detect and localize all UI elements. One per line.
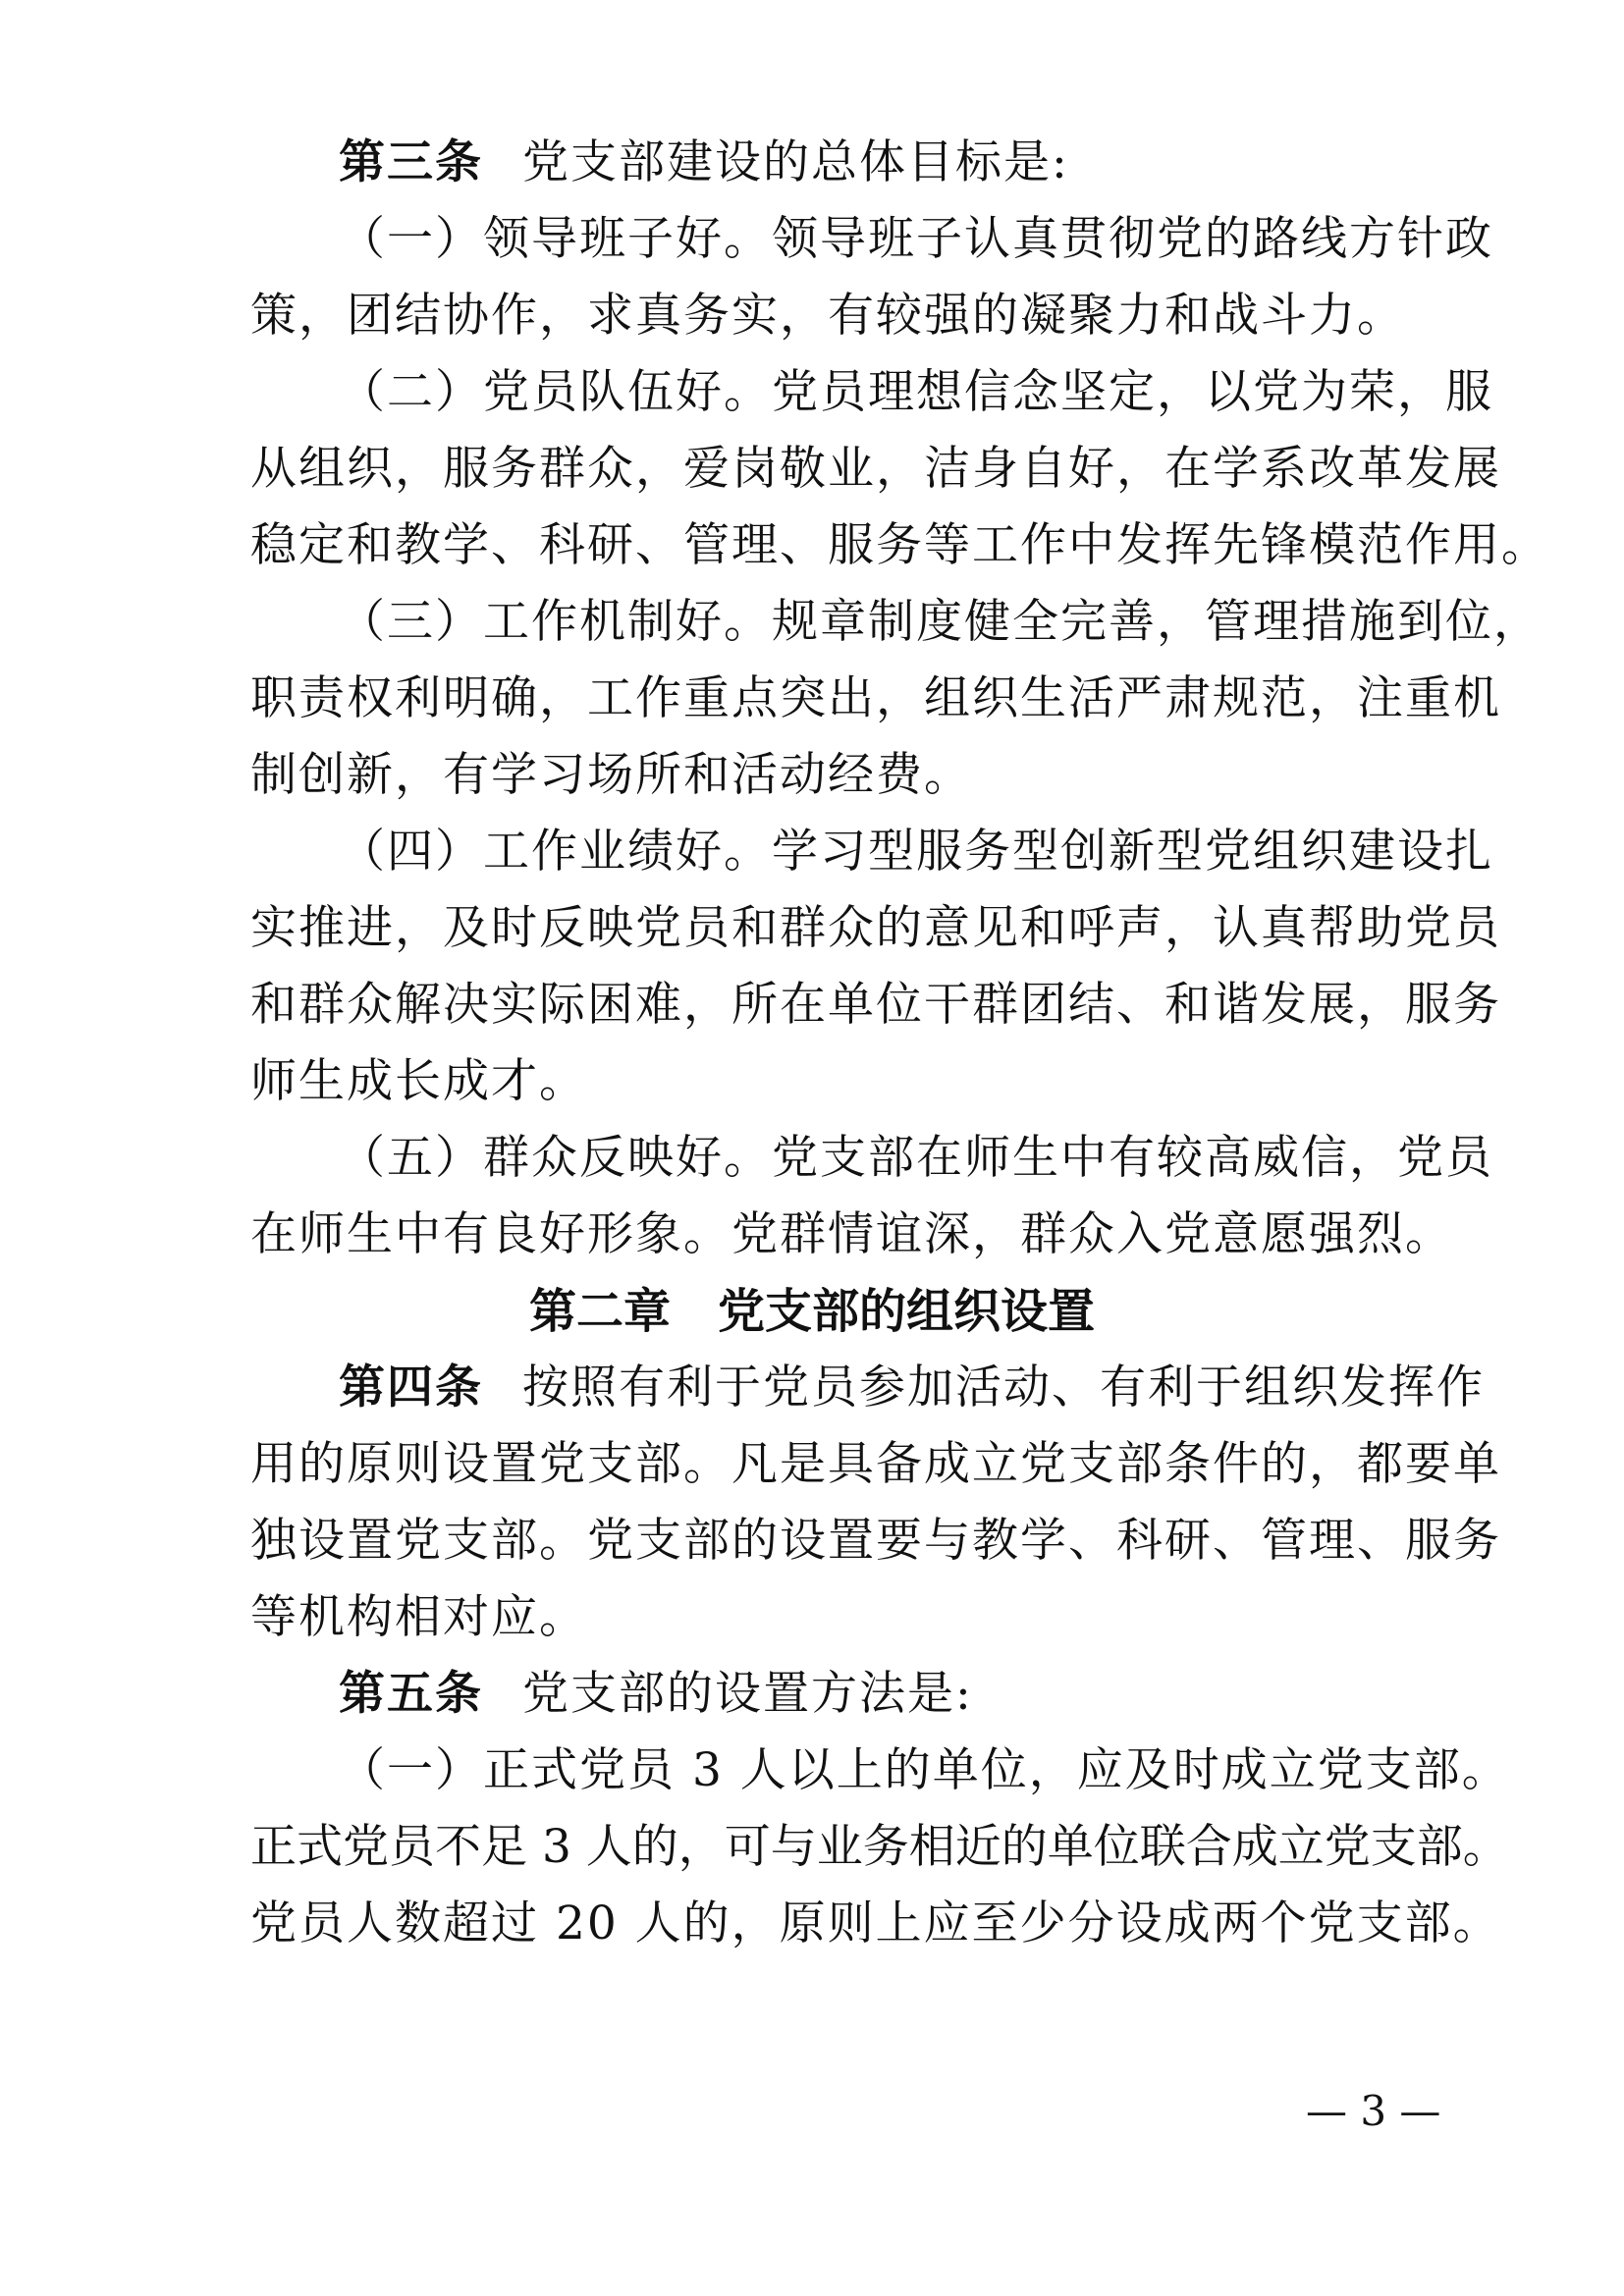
paragraph-line: 制创新，有学习场所和活动经费。 xyxy=(250,748,972,802)
paragraph-line: 稳定和教学、科研、管理、服务等工作中发挥先锋模范作用。 xyxy=(250,518,1549,572)
paragraph-line: 党员人数超过 20 人的，原则上应至少分设成两个党支部。 xyxy=(250,1896,1501,1950)
paragraph-line: 等机构相对应。 xyxy=(250,1590,587,1644)
paragraph-line: （一）正式党员 3 人以上的单位，应及时成立党支部。 xyxy=(339,1743,1510,1797)
paragraph-line: （四）工作业绩好。学习型服务型创新型党组织建设扎 xyxy=(339,825,1493,879)
article-3-label: 第三条 xyxy=(339,135,483,189)
paragraph-line: 在师生中有良好形象。党群情谊深，群众入党意愿强烈。 xyxy=(250,1207,1453,1261)
article-3-intro: 党支部建设的总体目标是: xyxy=(522,135,1069,189)
paragraph-line: 和群众解决实际困难，所在单位干群团结、和谐发展，服务 xyxy=(250,978,1501,1032)
article-4-first-line xyxy=(339,1359,1485,1417)
paragraph-line: （二）党员队伍好。党员理想信念坚定，以党为荣，服 xyxy=(339,365,1493,419)
article-5-intro: 党支部的设置方法是: xyxy=(522,1667,973,1721)
paragraph-line: （三）工作机制好。规章制度健全完善，管理措施到位， xyxy=(339,595,1542,649)
article-3-heading xyxy=(339,133,1387,192)
paragraph-line: 从组织，服务群众，爱岗敬业，洁身自好，在学系改革发展 xyxy=(250,442,1501,496)
article-5-heading xyxy=(339,1665,1387,1724)
paragraph-line: 师生成长成才。 xyxy=(250,1054,587,1108)
paragraph-line: （五）群众反映好。党支部在师生中有较高威信，党员 xyxy=(339,1131,1493,1185)
page-number: — 3 — xyxy=(1306,2087,1441,2135)
paragraph-line: 职责权利明确，工作重点突出，组织生活严肃规范，注重机 xyxy=(250,671,1501,725)
paragraph-line: 实推进，及时反映党员和群众的意见和呼声，认真帮助党员 xyxy=(250,901,1501,955)
paragraph-line: （一）领导班子好。领导班子认真贯彻党的路线方针政 xyxy=(339,212,1493,266)
paragraph-line: 正式党员不足 3 人的，可与业务相近的单位联合成立党支部。 xyxy=(250,1820,1509,1874)
article-4-label: 第四条 xyxy=(339,1361,483,1415)
paragraph-line: 独设置党支部。党支部的设置要与教学、科研、管理、服务 xyxy=(250,1514,1501,1568)
article-5-label: 第五条 xyxy=(339,1667,483,1721)
paragraph-line: 按照有利于党员参加活动、有利于组织发挥作 xyxy=(522,1361,1485,1415)
paragraph-line: 用的原则设置党支部。凡是具备成立党支部条件的，都要单 xyxy=(250,1437,1501,1491)
chapter-2-title: 第二章 党支部的组织设置 xyxy=(528,1284,1095,1339)
paragraph-line: 策，团结协作，求真务实，有较强的凝聚力和战斗力。 xyxy=(250,289,1405,343)
